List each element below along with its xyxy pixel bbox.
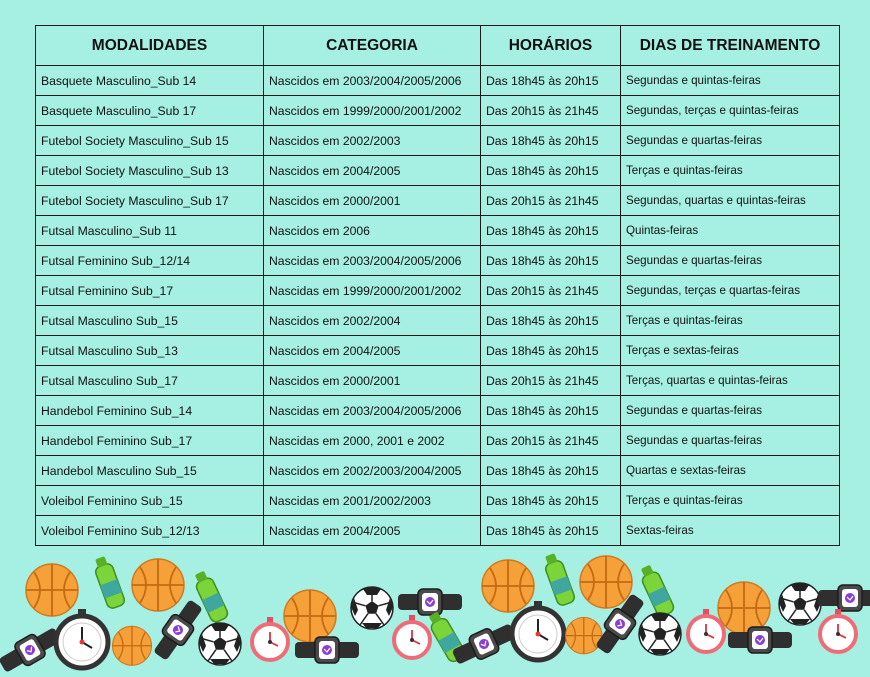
cell-horario: Das 18h45 às 20h15 <box>481 66 621 96</box>
cell-categoria: Nascidas em 2004/2005 <box>264 516 481 546</box>
header-modalidades: MODALIDADES <box>36 26 264 66</box>
cell-dias: Quartas e sextas-feiras <box>621 456 840 486</box>
table-row <box>36 336 840 366</box>
cell-dias: Terças e sextas-feiras <box>621 336 840 366</box>
table-row <box>36 246 840 276</box>
cell-modalidade: Futsal Masculino_Sub 11 <box>36 216 264 246</box>
cell-horario: Das 18h45 às 20h15 <box>481 486 621 516</box>
table-row <box>36 96 840 126</box>
cell-dias: Terças e quintas-feiras <box>621 486 840 516</box>
cell-modalidade: Futebol Society Masculino_Sub 13 <box>36 156 264 186</box>
cell-dias: Segundas, terças e quintas-feiras <box>621 96 840 126</box>
cell-dias: Segundas e quartas-feiras <box>621 426 840 456</box>
cell-horario: Das 18h45 às 20h15 <box>481 516 621 546</box>
header-dias: DIAS DE TREINAMENTO <box>621 26 840 66</box>
header-horarios: HORÁRIOS <box>481 26 621 66</box>
cell-dias: Quintas-feiras <box>621 216 840 246</box>
cell-horario: Das 20h15 às 21h45 <box>481 276 621 306</box>
cell-dias: Sextas-feiras <box>621 516 840 546</box>
cell-modalidade: Handebol Feminino Sub_17 <box>36 426 264 456</box>
cell-modalidade: Basquete Masculino_Sub 17 <box>36 96 264 126</box>
table-row <box>36 366 840 396</box>
cell-modalidade: Futsal Masculino Sub_15 <box>36 306 264 336</box>
cell-modalidade: Voleibol Feminino Sub_15 <box>36 486 264 516</box>
cell-categoria: Nascidos em 2002/2003/2004/2005 <box>264 456 481 486</box>
cell-categoria: Nascidos em 2002/2004 <box>264 306 481 336</box>
table-row <box>36 216 840 246</box>
cell-categoria: Nascidos em 2003/2004/2005/2006 <box>264 66 481 96</box>
cell-categoria: Nascidos em 1999/2000/2001/2002 <box>264 96 481 126</box>
cell-modalidade: Futsal Feminino Sub_17 <box>36 276 264 306</box>
cell-dias: Terças e quintas-feiras <box>621 156 840 186</box>
cell-categoria: Nascidos em 2002/2003 <box>264 126 481 156</box>
table-row <box>36 516 840 546</box>
cell-categoria: Nascidas em 2003/2004/2005/2006 <box>264 396 481 426</box>
cell-categoria: Nascidas em 1999/2000/2001/2002 <box>264 276 481 306</box>
cell-dias: Segundas, quartas e quintas-feiras <box>621 186 840 216</box>
table-row <box>36 426 840 456</box>
cell-categoria: Nascidas em 2000, 2001 e 2002 <box>264 426 481 456</box>
table-row <box>36 396 840 426</box>
cell-categoria: Nascidos em 2006 <box>264 216 481 246</box>
sports-decoration <box>0 548 870 677</box>
cell-horario: Das 18h45 às 20h15 <box>481 216 621 246</box>
table-row <box>36 456 840 486</box>
cell-dias: Segundas e quartas-feiras <box>621 126 840 156</box>
cell-modalidade: Futsal Masculino Sub_17 <box>36 366 264 396</box>
header-categoria: CATEGORIA <box>264 26 481 66</box>
cell-categoria: Nascidos em 2004/2005 <box>264 336 481 366</box>
cell-dias: Segundas e quartas-feiras <box>621 246 840 276</box>
cell-horario: Das 20h15 às 21h45 <box>481 426 621 456</box>
cell-dias: Segundas e quartas-feiras <box>621 396 840 426</box>
cell-modalidade: Basquete Masculino_Sub 14 <box>36 66 264 96</box>
cell-categoria: Nascidas em 2001/2002/2003 <box>264 486 481 516</box>
table-row <box>36 66 840 96</box>
cell-categoria: Nascidos em 2000/2001 <box>264 186 481 216</box>
cell-horario: Das 18h45 às 20h15 <box>481 306 621 336</box>
cell-dias: Terças, quartas e quintas-feiras <box>621 366 840 396</box>
table-row <box>36 276 840 306</box>
cell-horario: Das 20h15 às 21h45 <box>481 186 621 216</box>
cell-dias: Segundas e quintas-feiras <box>621 66 840 96</box>
cell-horario: Das 20h15 às 21h45 <box>481 366 621 396</box>
table-row <box>36 486 840 516</box>
cell-dias: Segundas, terças e quartas-feiras <box>621 276 840 306</box>
cell-modalidade: Handebol Masculino Sub_15 <box>36 456 264 486</box>
schedule-table <box>35 25 840 546</box>
cell-modalidade: Voleibol Feminino Sub_12/13 <box>36 516 264 546</box>
cell-modalidade: Futsal Masculino Sub_13 <box>36 336 264 366</box>
cell-categoria: Nascidas em 2003/2004/2005/2006 <box>264 246 481 276</box>
cell-categoria: Nascidos em 2000/2001 <box>264 366 481 396</box>
cell-modalidade: Futebol Society Masculino_Sub 15 <box>36 126 264 156</box>
header-row <box>36 26 840 66</box>
table-row <box>36 156 840 186</box>
cell-horario: Das 18h45 às 20h15 <box>481 156 621 186</box>
cell-horario: Das 18h45 às 20h15 <box>481 336 621 366</box>
cell-modalidade: Futebol Society Masculino_Sub 17 <box>36 186 264 216</box>
cell-categoria: Nascidos em 2004/2005 <box>264 156 481 186</box>
cell-horario: Das 18h45 às 20h15 <box>481 396 621 426</box>
cell-modalidade: Handebol Feminino Sub_14 <box>36 396 264 426</box>
cell-horario: Das 18h45 às 20h15 <box>481 456 621 486</box>
table-row <box>36 186 840 216</box>
cell-horario: Das 18h45 às 20h15 <box>481 246 621 276</box>
table-row <box>36 126 840 156</box>
cell-modalidade: Futsal Feminino Sub_12/14 <box>36 246 264 276</box>
cell-horario: Das 18h45 às 20h15 <box>481 126 621 156</box>
cell-dias: Terças e quintas-feiras <box>621 306 840 336</box>
table-row <box>36 306 840 336</box>
cell-horario: Das 20h15 às 21h45 <box>481 96 621 126</box>
